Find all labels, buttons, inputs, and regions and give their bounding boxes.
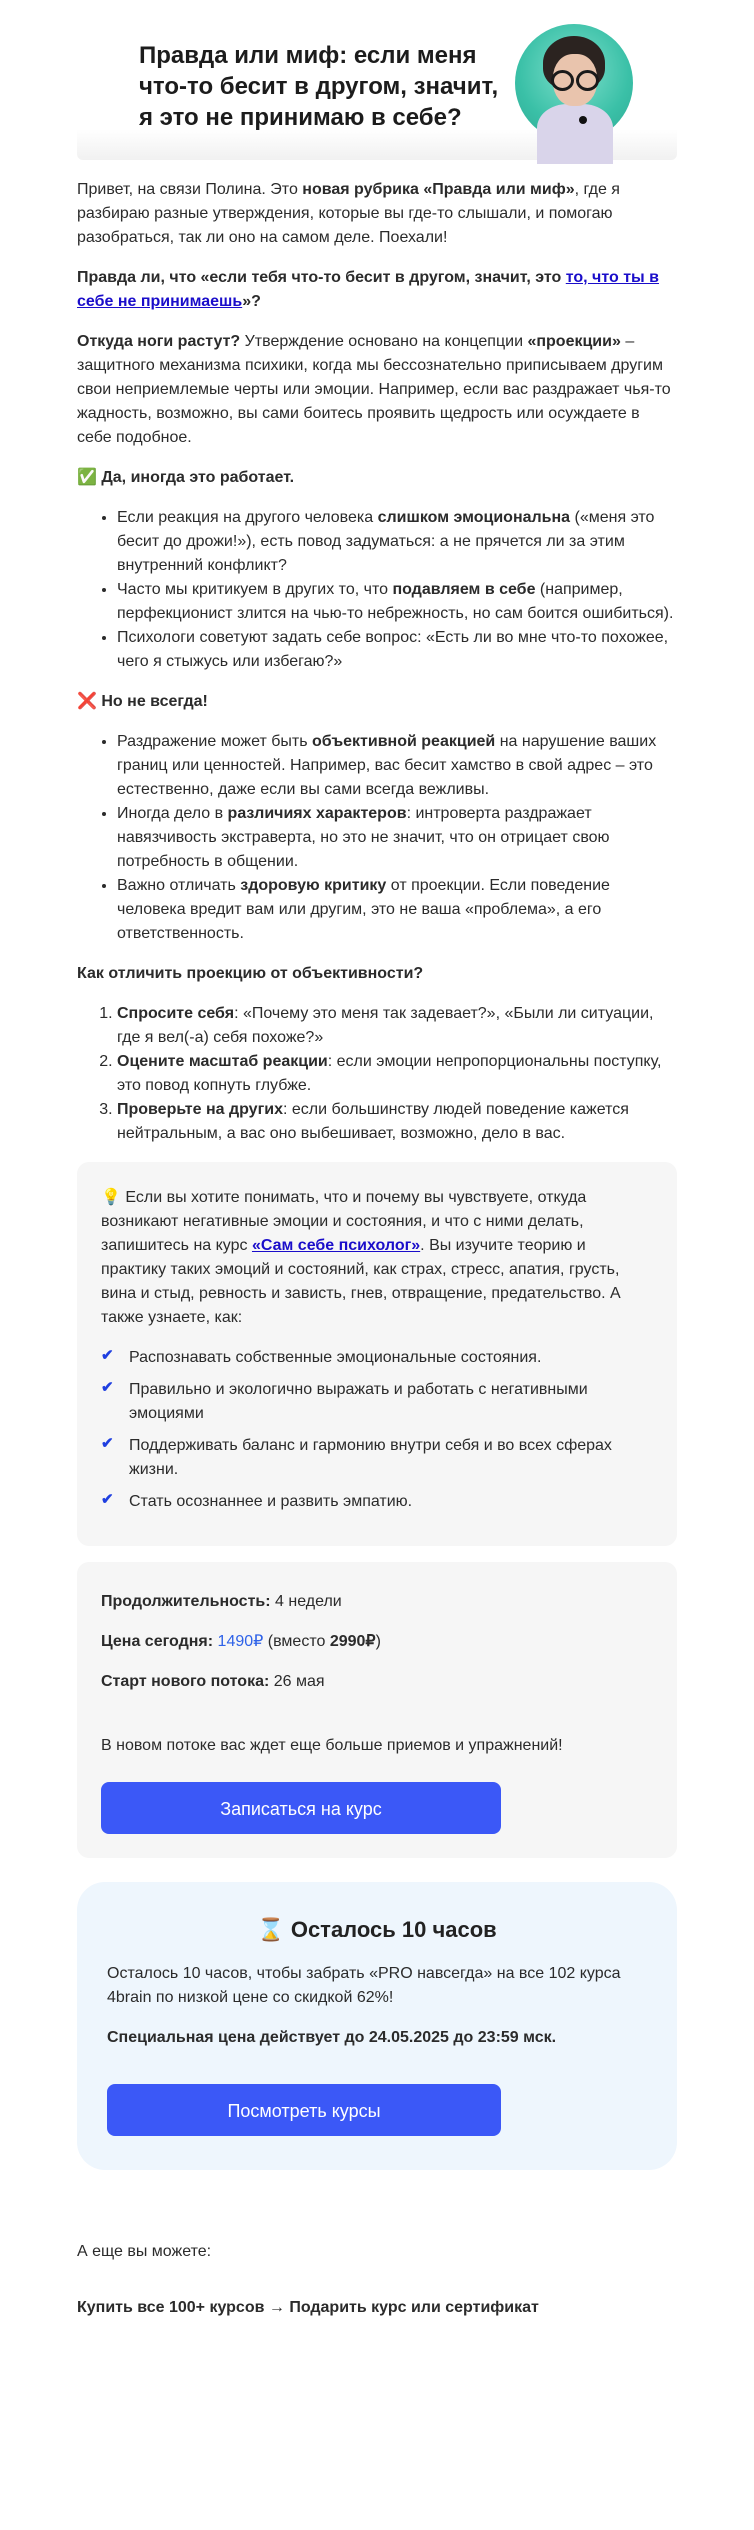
cross-mark-emoji-icon: ❌ <box>77 693 97 710</box>
checkmark-icon: ✔ <box>101 1347 114 1364</box>
promo-box <box>77 1882 677 2170</box>
article-body <box>77 178 677 2316</box>
list-item: • Раздражение может быть объективной реакцией на нарушение ваших границ или ценностей. Например, вас бесит хамство в свой адрес – это естественно, даже если вы сами всегда вежливы. <box>117 730 677 802</box>
course-description: 💡 Если вы хотите понимать, что и почему вы чувствуете, откуда возникают негативные эмоции и состояния, и что с ними делать, запишитесь на курс «Сам себе психолог». Вы изучите теорию и практику таких эмоций и состояний, как страх, стресс, апатия, грусть, вина и стыд, ревность и зависть, гнев, отвращение, предательство. А также узнаете, как: <box>101 1189 621 1326</box>
author-avatar <box>515 24 633 142</box>
list-item: ✔ Стать осознаннее и развить эмпатию. <box>101 1491 413 1510</box>
lightbulb-emoji-icon: 💡 <box>101 1189 121 1206</box>
list-item: ✔ Правильно и экологично выражать и работать с негативными эмоциями <box>101 1379 588 1422</box>
price-row: Цена сегодня: 1490₽ (вместо 2990₽) <box>101 1633 381 1650</box>
more-options-label: А еще вы можете: <box>77 2243 212 2260</box>
course-info-box <box>77 1162 677 1546</box>
intro-text: Привет, на связи Полина. Это <box>77 181 303 198</box>
glasses-icon <box>576 70 599 91</box>
question-text-end: »? <box>242 293 261 310</box>
intro-rubric: новая рубрика «Правда или миф» <box>302 181 575 198</box>
checkmark-icon: ✔ <box>101 1435 114 1452</box>
offer-box <box>77 1562 677 1858</box>
list-item: ✔ Поддерживать баланс и гармонию внутри себя и во всех сферах жизни. <box>101 1435 612 1478</box>
start-row: Старт нового потока: 26 мая <box>101 1673 325 1690</box>
howto-list <box>77 1002 677 1146</box>
promo-text: Осталось 10 часов, чтобы забрать «PRO навсегда» на все 102 курса 4brain по низкой цене со скидкой 62%! <box>107 1965 621 2006</box>
list-item: • Важно отличать здоровую критику от проекции. Если поведение человека вредит вам или другим, это не ваша «проблема», а его ответственность. <box>117 874 677 946</box>
roots-heading: Откуда ноги растут? <box>77 333 241 350</box>
no-list <box>77 730 677 946</box>
roots-term: «проекции» <box>527 333 621 350</box>
list-item: ✔ Распознавать собственные эмоциональные состояния. <box>101 1347 542 1366</box>
list-item: • Иногда дело в различиях характеров: интроверта раздражает навязчивость экстраверта, но это не значит, что он отрицает свою потребность в общении. <box>117 802 677 874</box>
offer-note: В новом потоке вас ждет еще больше приемов и упражнений! <box>101 1737 563 1754</box>
view-courses-button[interactable]: Посмотреть курсы <box>107 2084 501 2136</box>
no-title: Но не всегда! <box>101 693 208 710</box>
list-item: 1. Спросите себя: «Почему это меня так задевает?», «Были ли ситуации, где я вел(-а) себя похоже?» <box>117 1002 677 1050</box>
footer-links-cut[interactable]: Купить все 100+ курсов → Подарить курс или сертификат <box>77 2299 539 2316</box>
current-price: 1490₽ <box>217 1633 264 1650</box>
course-benefits-list <box>101 1346 653 1514</box>
intro-paragraph <box>77 178 677 250</box>
duration-row: Продолжительность: 4 недели <box>101 1593 342 1610</box>
roots-paragraph <box>77 330 677 450</box>
promo-deadline: Специальная цена действует до 24.05.2025 до 23:59 мск. <box>107 2029 557 2046</box>
roots-text: Утверждение основано на концепции <box>240 333 528 350</box>
yes-list <box>77 506 677 674</box>
glasses-icon <box>551 70 574 91</box>
yes-title: Да, иногда это работает. <box>101 469 295 486</box>
list-item: 2. Оцените масштаб реакции: если эмоции непропорциональны поступку, это повод копнуть глубже. <box>117 1050 677 1098</box>
old-price: 2990₽ <box>329 1633 376 1650</box>
yes-heading <box>77 466 677 490</box>
question-link[interactable]: то, что ты в себе не принимаешь <box>77 269 659 310</box>
list-item: 3. Проверьте на других: если большинству людей поведение кажется нейтральным, а вас оно выбешивает, возможно, дело в вас. <box>117 1098 677 1146</box>
question-paragraph <box>77 266 677 314</box>
check-mark-emoji-icon: ✅ <box>77 469 97 486</box>
page-title: Правда или миф: если меня что-то бесит в другом, значит, я это не принимаю в себе? <box>139 42 499 131</box>
hourglass-emoji-icon: ⌛ <box>257 1917 285 1942</box>
enroll-button[interactable]: Записаться на курс <box>101 1782 501 1834</box>
list-item: • Часто мы критикуем в других то, что подавляем в себе (например, перфекционист злится на чью-то небрежность, но сам боится ошибиться). <box>117 578 677 626</box>
course-link[interactable]: «Сам себе психолог» <box>251 1237 421 1254</box>
promo-title: ⌛ Осталось 10 часов <box>257 1917 497 1942</box>
question-text: Правда ли, что «если тебя что-то бесит в другом, значит, это <box>77 269 566 286</box>
no-heading <box>77 690 677 714</box>
microphone-icon <box>579 116 587 124</box>
list-item: • Если реакция на другого человека слишком эмоциональна («меня это бесит до дрожи!»), есть повод задуматься: а не прячется ли за этим внутренний конфликт? <box>117 506 677 578</box>
header-banner <box>77 20 677 160</box>
howto-heading: Как отличить проекцию от объективности? <box>77 965 424 982</box>
intro-text-end: , где я разбираю разные утверждения, которые вы где-то слышали, и помогаю разобраться, так ли оно на самом деле. Поехали! <box>77 181 620 246</box>
checkmark-icon: ✔ <box>101 1491 114 1508</box>
roots-text-end: – защитного механизма психики, когда мы бессознательно приписываем другим свои неприемлемые черты или эмоции. Например, если вас раздражает чья-то жадность, возможно, вы сами боитесь проявить щедрость или осуждаете в себе подобное. <box>77 333 671 446</box>
checkmark-icon: ✔ <box>101 1379 114 1396</box>
avatar-body <box>537 104 613 164</box>
list-item: • Психологи советуют задать себе вопрос: «Есть ли во мне что-то похожее, чего я стыжусь или избегаю?» <box>117 626 677 674</box>
